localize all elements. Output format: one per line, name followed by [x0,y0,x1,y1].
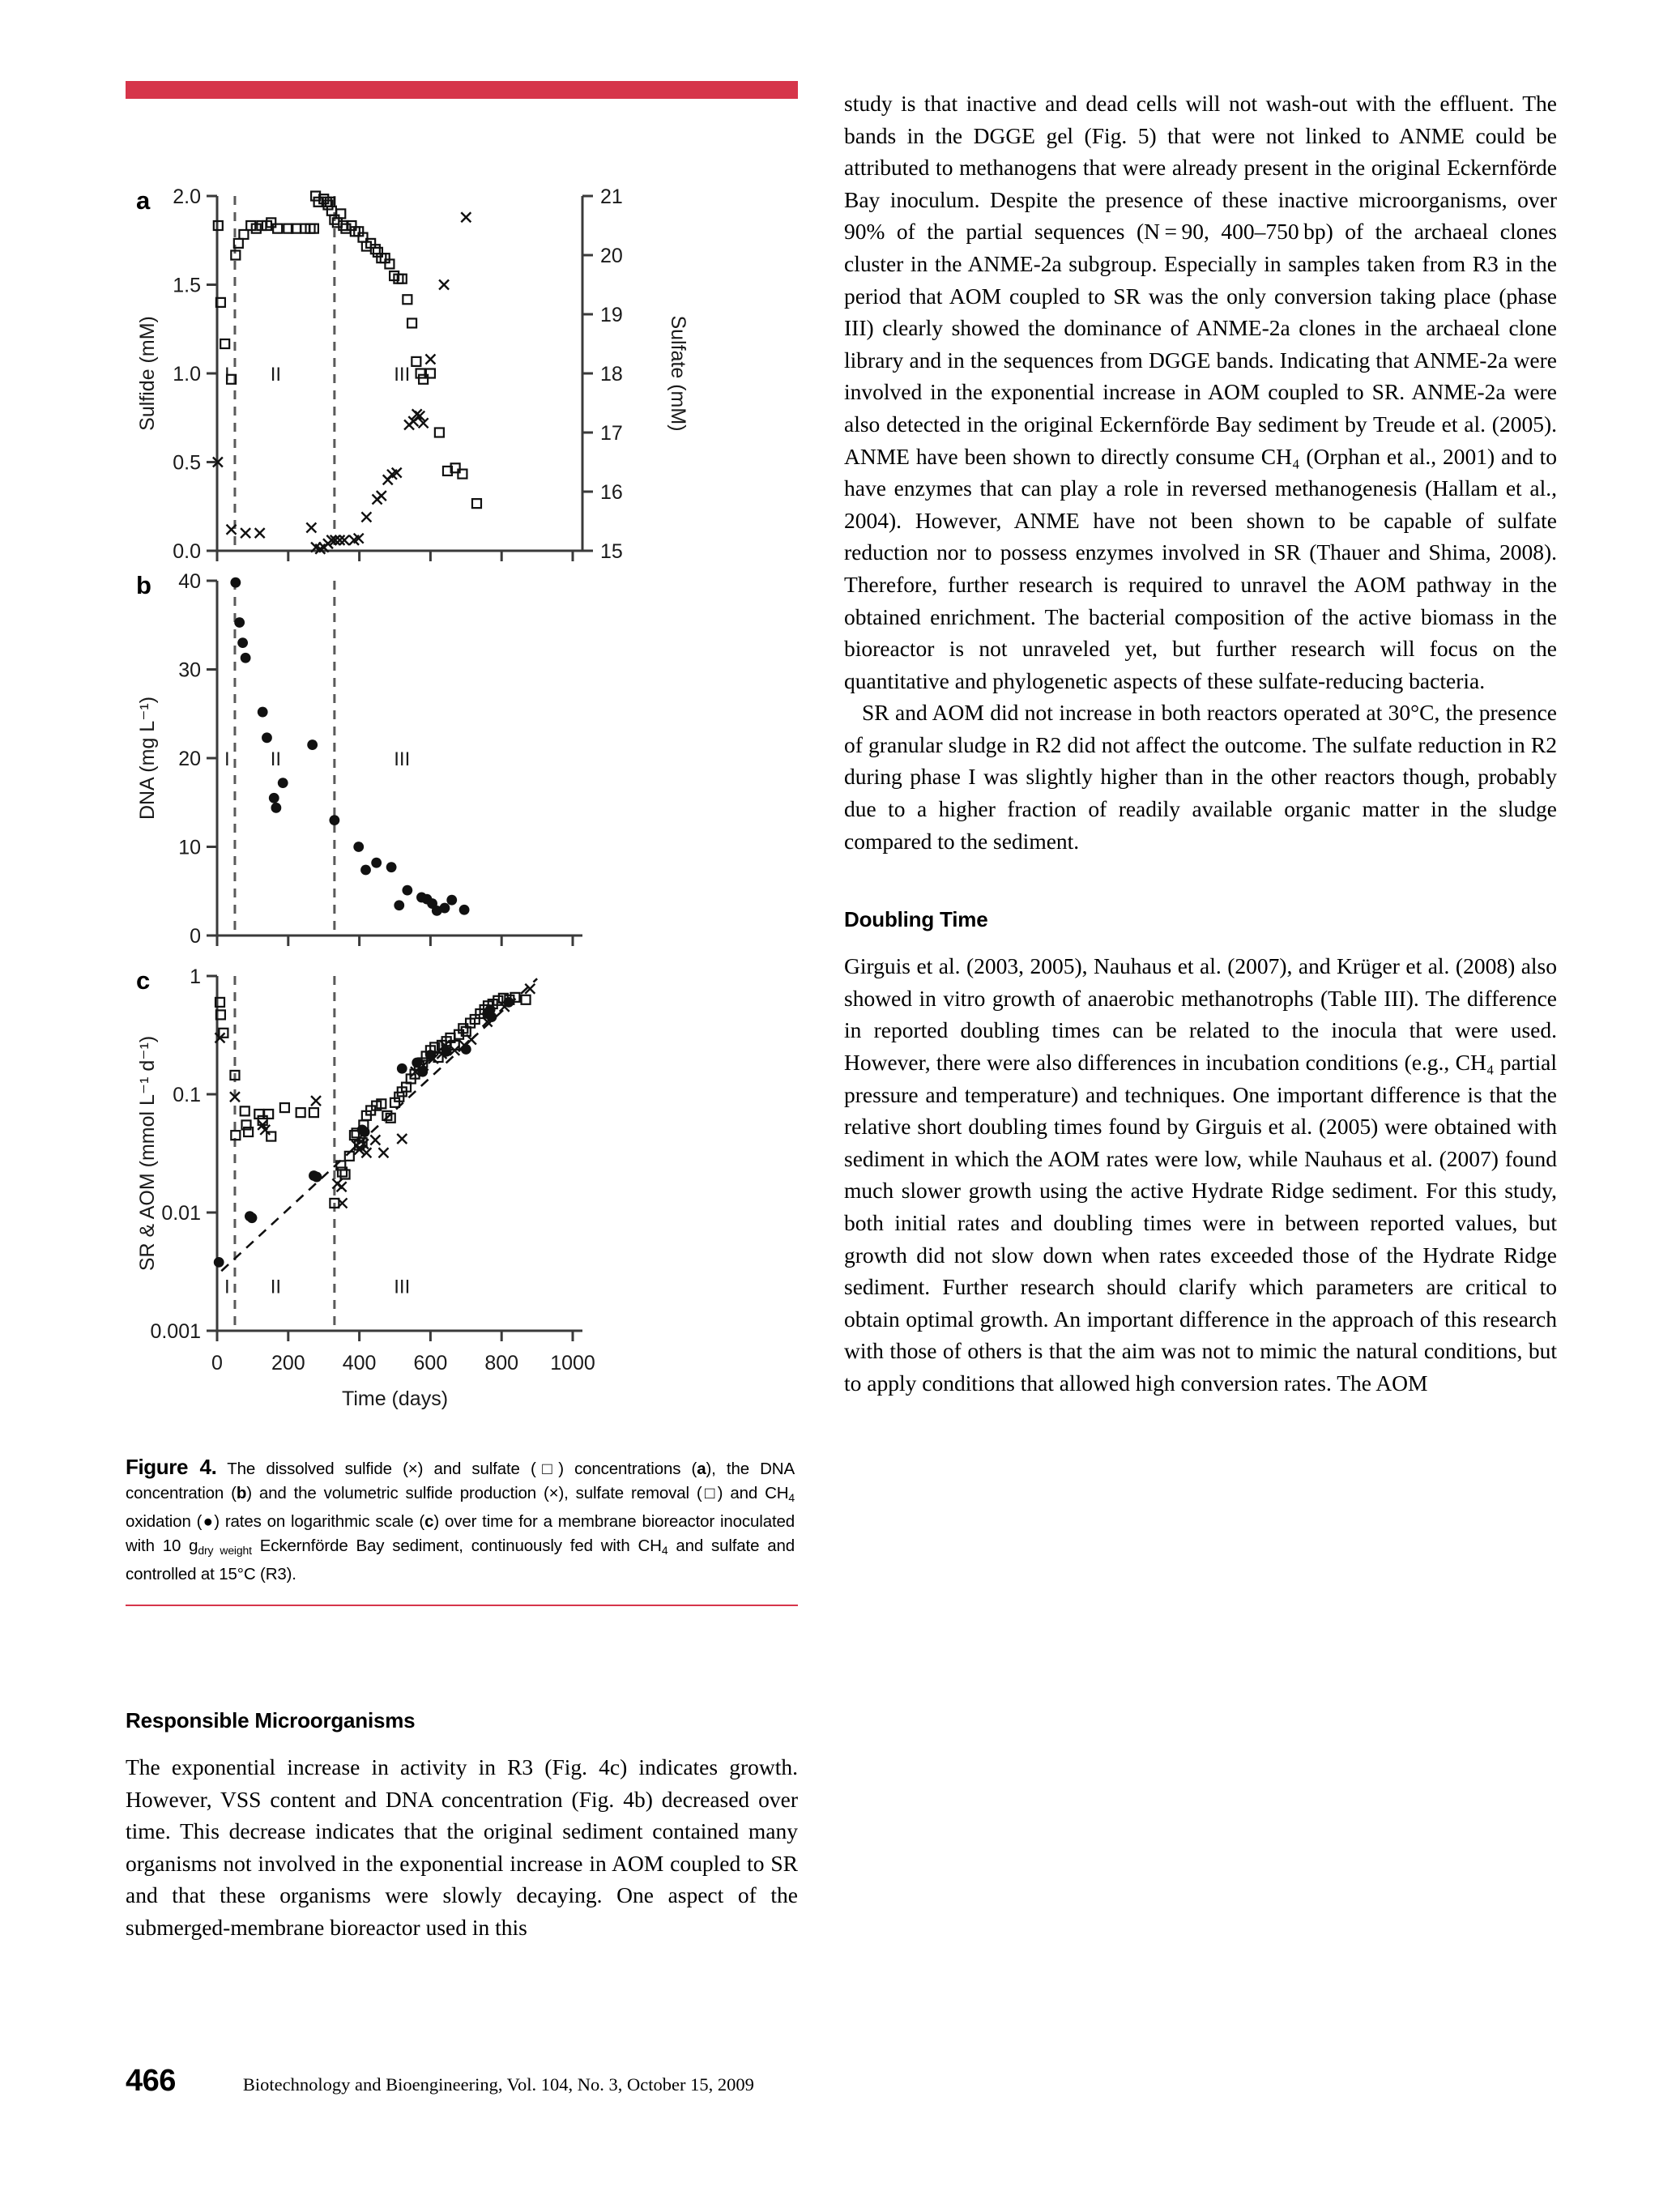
figure-4-plot [126,139,798,1443]
paragraph: Girguis et al. (2003, 2005), Nauhaus et al. (2007), and Krüger et al. (2008) also showed in vitro growth of anaerobic methanotrophs (Table III). The difference in reported doubling times can be related to the inocula that were used. However, there were also differences in incubation conditions (e.g., CH₄ partial pressure and temperature) and techniques. One important difference is that the relative short doubling times found by Girguis et al. (2005) were obtained with sediment in which the AOM rates were low, while Nauhaus et al. (2007) found much slower growth using the active Hydrate Ridge sediment. For this study, both initial rates and doubling times were in between reported values, but growth did not slow down when rates exceeded those of the Hydrate Ridge sediment. Further research should clarify which parameters are critical to obtain optimal growth. An important difference in the approach of this research with those of others is that the aim was not to mimic the natural conditions, but to apply conditions that allowed high conversion rates. The AOM [844,953,1557,1396]
right-column-body [844,87,1557,857]
panel-letter-a: a [136,186,151,215]
accent-rule-top [126,81,798,99]
x-axis-title: Time (days) [341,1387,449,1410]
phase-label-III: III [394,748,411,770]
y2-tick-label: 18 [600,363,623,386]
x-tick-label: 400 [342,1352,377,1375]
y2-tick-label: 19 [600,304,623,326]
right-column [844,87,1557,1400]
y-tick-label-c: 0.1 [173,1084,201,1106]
figure-4 [126,139,798,1443]
trend-line [221,978,537,1271]
paragraph: SR and AOM did not increase in both reactors operated at 30°C, the presence of granular sludge in R2 did not affect the outcome. The sulfate reduction in R2 during phase I was slightly higher than in the other reactors though, probably due to a higher fraction of readily available organic matter in the sludge compared to the sediment. [844,700,1557,854]
phase-label-III: III [394,1276,411,1298]
left-column [126,81,798,1606]
y-tick-label-a: 2.0 [173,185,201,208]
y-tick-label-b: 0 [190,925,201,948]
series-sulfide [213,212,471,554]
journal-citation: Biotechnology and Bioengineering, Vol. 104, No. 3, October 15, 2009 [242,2074,754,2095]
section-heading-responsible-microorganisms: Responsible Microorganisms [126,1708,416,1733]
y-tick-label-b: 40 [178,570,201,593]
page-number: 466 [126,2064,176,2098]
page-footer [126,2064,855,2099]
paragraph: The exponential increase in activity in R3 (Fig. 4c) indicates growth. However, VSS content and DNA concentration (Fig. 4b) decreased over time. This decrease indicates that the original sediment contained many organisms not involved in the exponential increase in AOM coupled to SR and that these organisms were slowly decaying. One aspect of the submerged-membrane bioreactor used in this [126,1754,798,1940]
x-tick-label: 600 [413,1352,448,1375]
paragraph: study is that inactive and dead cells will not wash-out with the effluent. The bands in the DGGE gel (Fig. 5) that were not linked to ANME could be attributed to methanogens that were already present in the original Eckernförde Bay inoculum. Despite the presence of these inactive microorganisms, over 90% of the partial sequences (N = 90, 400–750 bp) of the archaeal clones cluster in the ANME-2a subgroup. Especially in samples taken from R3 in the period that AOM coupled to SR was the only conversion taking place (phase III) clearly showed the dominance of ANME-2a clones in the archaeal clone library and in the sequences from DGGE bands. Indicating that ANME-2a were involved in the exponential increase in AOM coupled to SR. ANME-2a were also detected in the original Eckernförde Bay sediment by Treude et al. (2005). ANME have been shown to directly consume CH₄ (Orphan et al., 2001) and to have enzymes that can play a role in reversed methanogenesis (Hallam et al., 2004). However, ANME have not been shown to be capable of sulfate reduction nor to possess enzymes involved in SR (Thauer and Shima, 2008). Therefore, further research is required to unravel the AOM pathway in the obtained enrichment. The bacterial composition of the active biomass in the bioreactor is not unraveled yet, but further research will focus on the quantitative and phylogenetic aspects of these sulfate-reducing bacteria. [844,91,1557,693]
figure-caption [126,1455,795,1587]
phase-label-I: I [224,364,230,386]
left-column-text [126,1708,798,1944]
figure-caption-label: Figure 4. [126,1455,217,1479]
section-heading-doubling-time: Doubling Time [844,907,988,932]
y-axis-title-c: SR & AOM (mmol L⁻¹ d⁻¹) [136,1035,159,1272]
phase-label-II: II [270,364,282,386]
panel-letter-c: c [136,966,151,995]
y-tick-label-b: 20 [178,748,201,770]
y2-tick-label: 17 [600,422,623,445]
phase-label-I: I [224,1276,230,1298]
left-column-body [126,1751,798,1944]
phase-label-II: II [270,1276,282,1298]
x-tick-label: 800 [484,1352,519,1375]
phase-label-II: II [270,748,282,770]
y-tick-label-a: 0.5 [173,451,201,475]
y2-tick-label: 16 [600,481,623,504]
y-tick-label-a: 0.0 [173,540,201,563]
y-tick-label-c: 0.01 [161,1202,201,1225]
y2-axis-title: Sulfate (mM) [667,315,689,432]
y2-tick-label: 20 [600,245,623,267]
right-column-body-2 [844,950,1557,1399]
y-axis-title-a: Sulfide (mM) [136,316,159,431]
y-tick-label-c: 0.001 [150,1320,201,1343]
y2-tick-label: 15 [600,540,623,563]
x-tick-label: 200 [271,1352,305,1375]
y-tick-label-b: 30 [178,658,201,682]
phase-label-I: I [224,748,230,770]
x-tick-label: 0 [211,1352,223,1375]
y-tick-label-b: 10 [178,836,201,859]
y-axis-title-b: DNA (mg L⁻¹) [136,696,159,820]
accent-rule-caption [126,1605,798,1606]
y-tick-label-c: 1 [190,965,201,988]
y-tick-label-a: 1.5 [173,274,201,297]
y2-tick-label: 21 [600,185,623,208]
x-tick-label: 1000 [550,1352,595,1375]
y-tick-label-a: 1.0 [173,363,201,386]
series-sulfate [214,192,481,509]
series-dna [230,578,469,916]
figure-caption-text: The dissolved sulfide (×) and sulfate (□) concentrations (a), the DNA concentration (b) and the volumetric sulfide production (×), sulfate removal (□) and $CH_4$ oxidation (●) rates on logarithmic scale (c) over time for a membrane bioreactor inoculated with 10 $g_{dry weight}$ Eckernförde Bay sediment, continuously fed with $CH_4$ and sulfate and controlled at 15°C (R3). [126,1460,795,1583]
panel-letter-b: b [136,571,151,599]
phase-label-III: III [394,364,411,386]
